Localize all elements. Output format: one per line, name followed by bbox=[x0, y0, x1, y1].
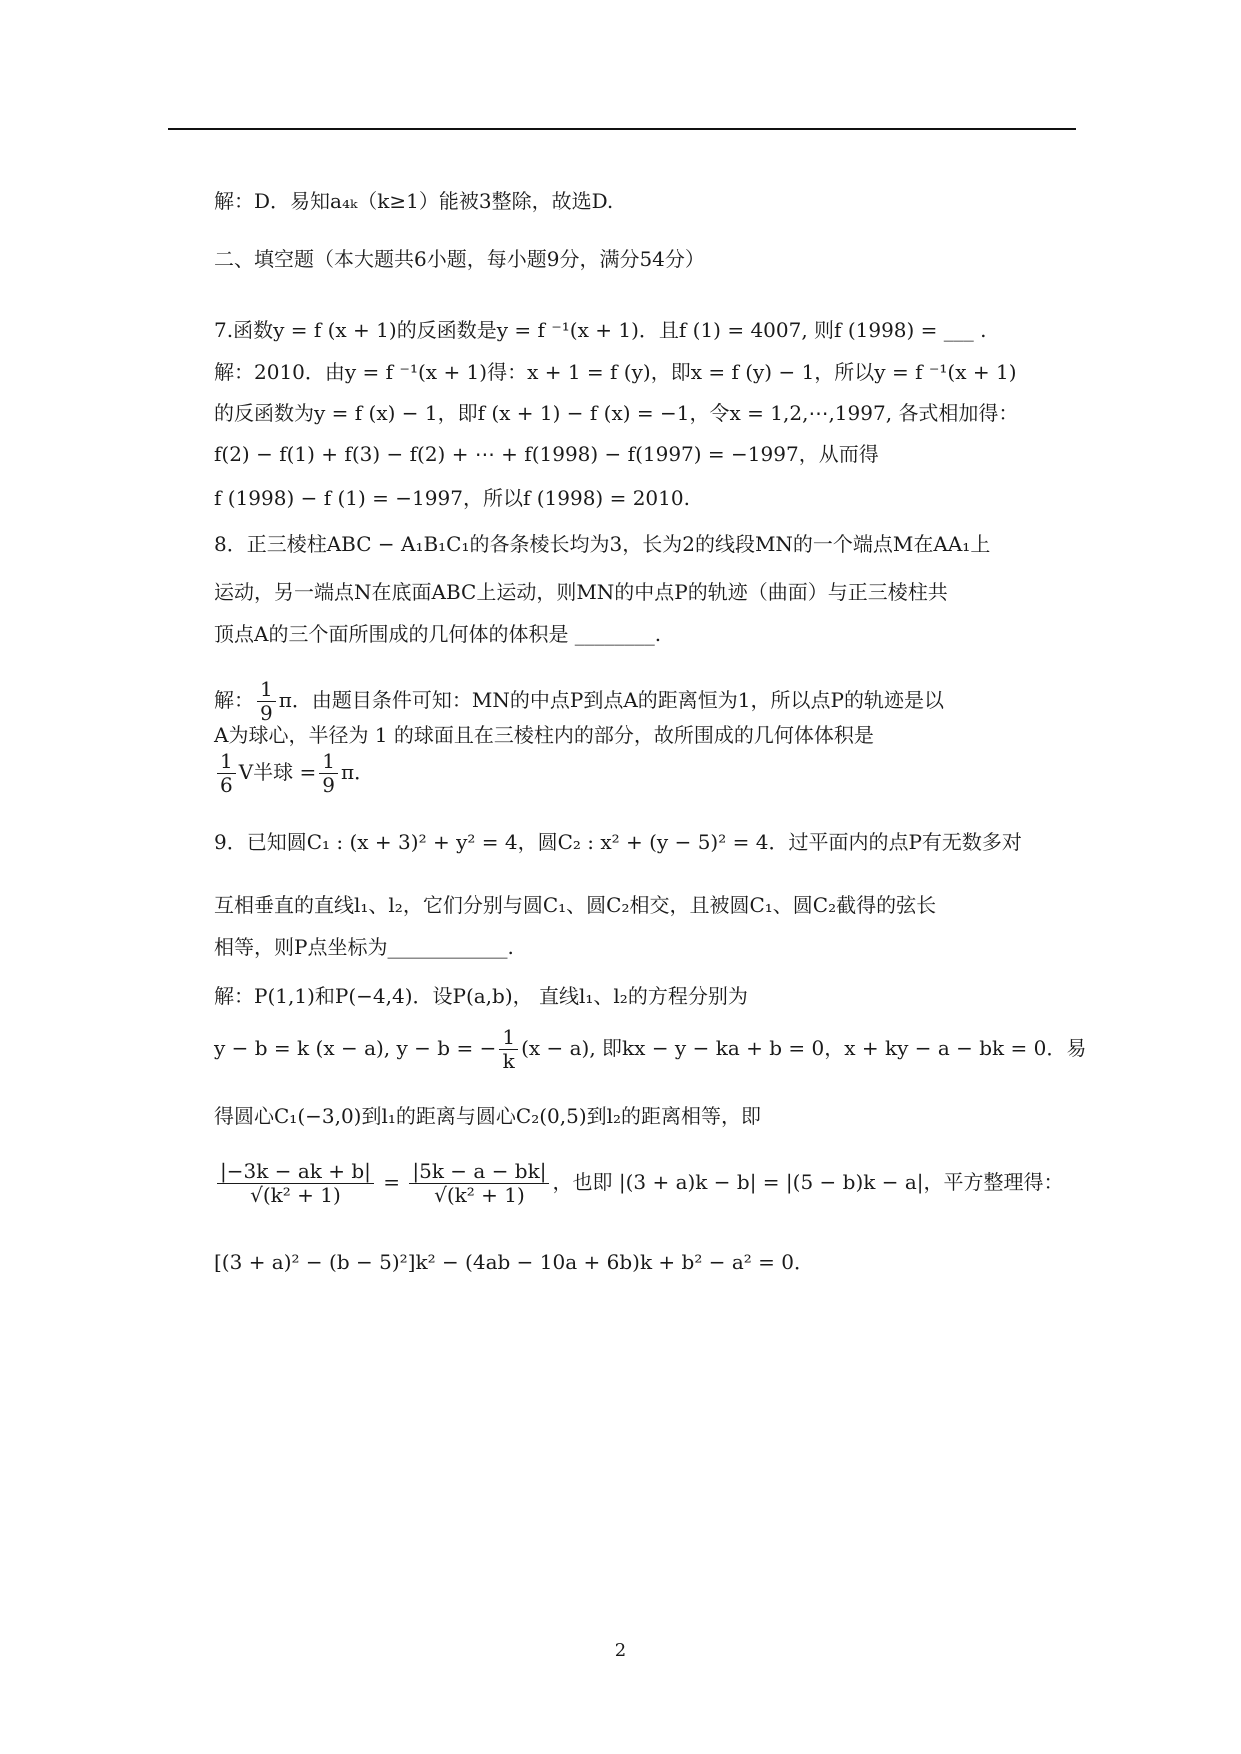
fraction-denominator: k bbox=[502, 1049, 515, 1073]
line-equations-b: (x − a), 即kx − y − ka + b = 0，x + ky − a − bk = 0．易 bbox=[521, 1036, 1087, 1060]
section-heading-fill-in: 二、填空题（本大题共6小题，每小题9分，满分54分） bbox=[214, 247, 705, 271]
fraction-denominator: 6 bbox=[220, 773, 233, 797]
line-equations-a: y − b = k (x − a), y − b = − bbox=[214, 1036, 497, 1060]
answer-8-line-1 bbox=[214, 678, 944, 725]
answer-9-line-2 bbox=[214, 1026, 1086, 1073]
answer-9-final-equation: [(3 + a)² − (b − 5)²]k² − (4ab − 10a + 6b)k + b² − a² = 0． bbox=[214, 1250, 814, 1274]
question-8-line-3: 顶点A的三个面所围成的几何体的体积是 ________. bbox=[214, 622, 662, 646]
fraction-numerator: 1 bbox=[257, 678, 276, 702]
fraction-numerator: 1 bbox=[499, 1026, 518, 1050]
equals-sign: = bbox=[383, 1170, 400, 1194]
question-8-line-2: 运动，另一端点N在底面ABC上运动，则MN的中点P的轨迹（曲面）与正三棱柱共 bbox=[214, 580, 948, 604]
answer-7-line-1: 解：2010．由y = f ⁻¹(x + 1)得：x + 1 = f (y)，即x = f (y) − 1，所以y = f ⁻¹(x + 1) bbox=[214, 360, 1017, 384]
fraction-numerator: |−3k − ak + b| bbox=[217, 1160, 374, 1184]
answer-9-distance-equation bbox=[214, 1160, 1064, 1207]
fraction-one-sixth bbox=[217, 750, 236, 797]
question-9-line-2: 互相垂直的直线l₁、l₂，它们分别与圆C₁、圆C₂相交，且被圆C₁、圆C₂截得的弦长 bbox=[214, 893, 937, 917]
fraction-one-ninth-2 bbox=[319, 750, 338, 797]
question-9-line-3: 相等，则P点坐标为____________. bbox=[214, 935, 514, 959]
answer-9-line-1: 解：P(1,1)和P(−4,4)．设P(a,b)， 直线l₁、l₂的方程分别为 bbox=[214, 984, 748, 1008]
fraction-denominator: √(k² + 1) bbox=[250, 1183, 341, 1207]
answer-8-text: π．由题目条件可知：MN的中点P到点A的距离恒为1，所以点P的轨迹是以 bbox=[278, 688, 944, 712]
distance-fraction-2 bbox=[409, 1160, 549, 1207]
fraction-numerator: 1 bbox=[217, 750, 236, 774]
header-rule bbox=[168, 128, 1076, 130]
fraction-one-ninth bbox=[257, 678, 276, 725]
page-number: 2 bbox=[614, 1640, 627, 1661]
fraction-numerator: 1 bbox=[319, 750, 338, 774]
fraction-numerator: |5k − a − bk| bbox=[409, 1160, 549, 1184]
answer-8-prefix: 解： bbox=[214, 688, 254, 712]
fraction-one-over-k bbox=[499, 1026, 518, 1073]
fraction-denominator: 9 bbox=[322, 773, 336, 797]
question-8-line-1: 8．正三棱柱ABC − A₁B₁C₁的各条棱长均为3，长为2的线段MN的一个端点M在AA₁上 bbox=[214, 532, 991, 556]
answer-6: 解：D．易知a₄ₖ（k≥1）能被3整除，故选D. bbox=[214, 189, 614, 213]
distance-fraction-1 bbox=[217, 1160, 374, 1207]
question-9-line-1: 9．已知圆C₁ : (x + 3)² + y² = 4，圆C₂ : x² + (y − 5)² = 4．过平面内的点P有无数多对 bbox=[214, 830, 1022, 854]
answer-7-line-2: 的反函数为y = f (x) − 1，即f (x + 1) − f (x) = −1，令x = 1,2,⋯,1997, 各式相加得： bbox=[214, 401, 1019, 425]
question-7: 7.函数y = f (x + 1)的反函数是y = f ⁻¹(x + 1)．且f (1) = 4007, 则f (1998) = ___ . bbox=[214, 318, 987, 342]
fraction-denominator: √(k² + 1) bbox=[434, 1183, 525, 1207]
half-sphere-volume: V半球 = bbox=[238, 760, 317, 784]
answer-7-line-3: f(2) − f(1) + f(3) − f(2) + ⋯ + f(1998) − f(1997) = −1997，从而得 bbox=[214, 442, 879, 466]
answer-8-line-2: A为球心，半径为 1 的球面且在三棱柱内的部分，故所围成的几何体体积是 bbox=[214, 723, 874, 747]
distance-equation-rest: ，也即 |(3 + a)k − b| = |(5 − b)k − a|，平方整理得： bbox=[552, 1170, 1064, 1194]
fraction-denominator: 9 bbox=[260, 701, 273, 725]
answer-8-line-3 bbox=[214, 750, 374, 797]
answer-9-line-3: 得圆心C₁(−3,0)到l₁的距离与圆心C₂(0,5)到l₂的距离相等，即 bbox=[214, 1104, 762, 1128]
answer-7-line-4: f (1998) − f (1) = −1997，所以f (1998) = 2010. bbox=[214, 486, 690, 510]
answer-8-result: π． bbox=[341, 760, 375, 784]
